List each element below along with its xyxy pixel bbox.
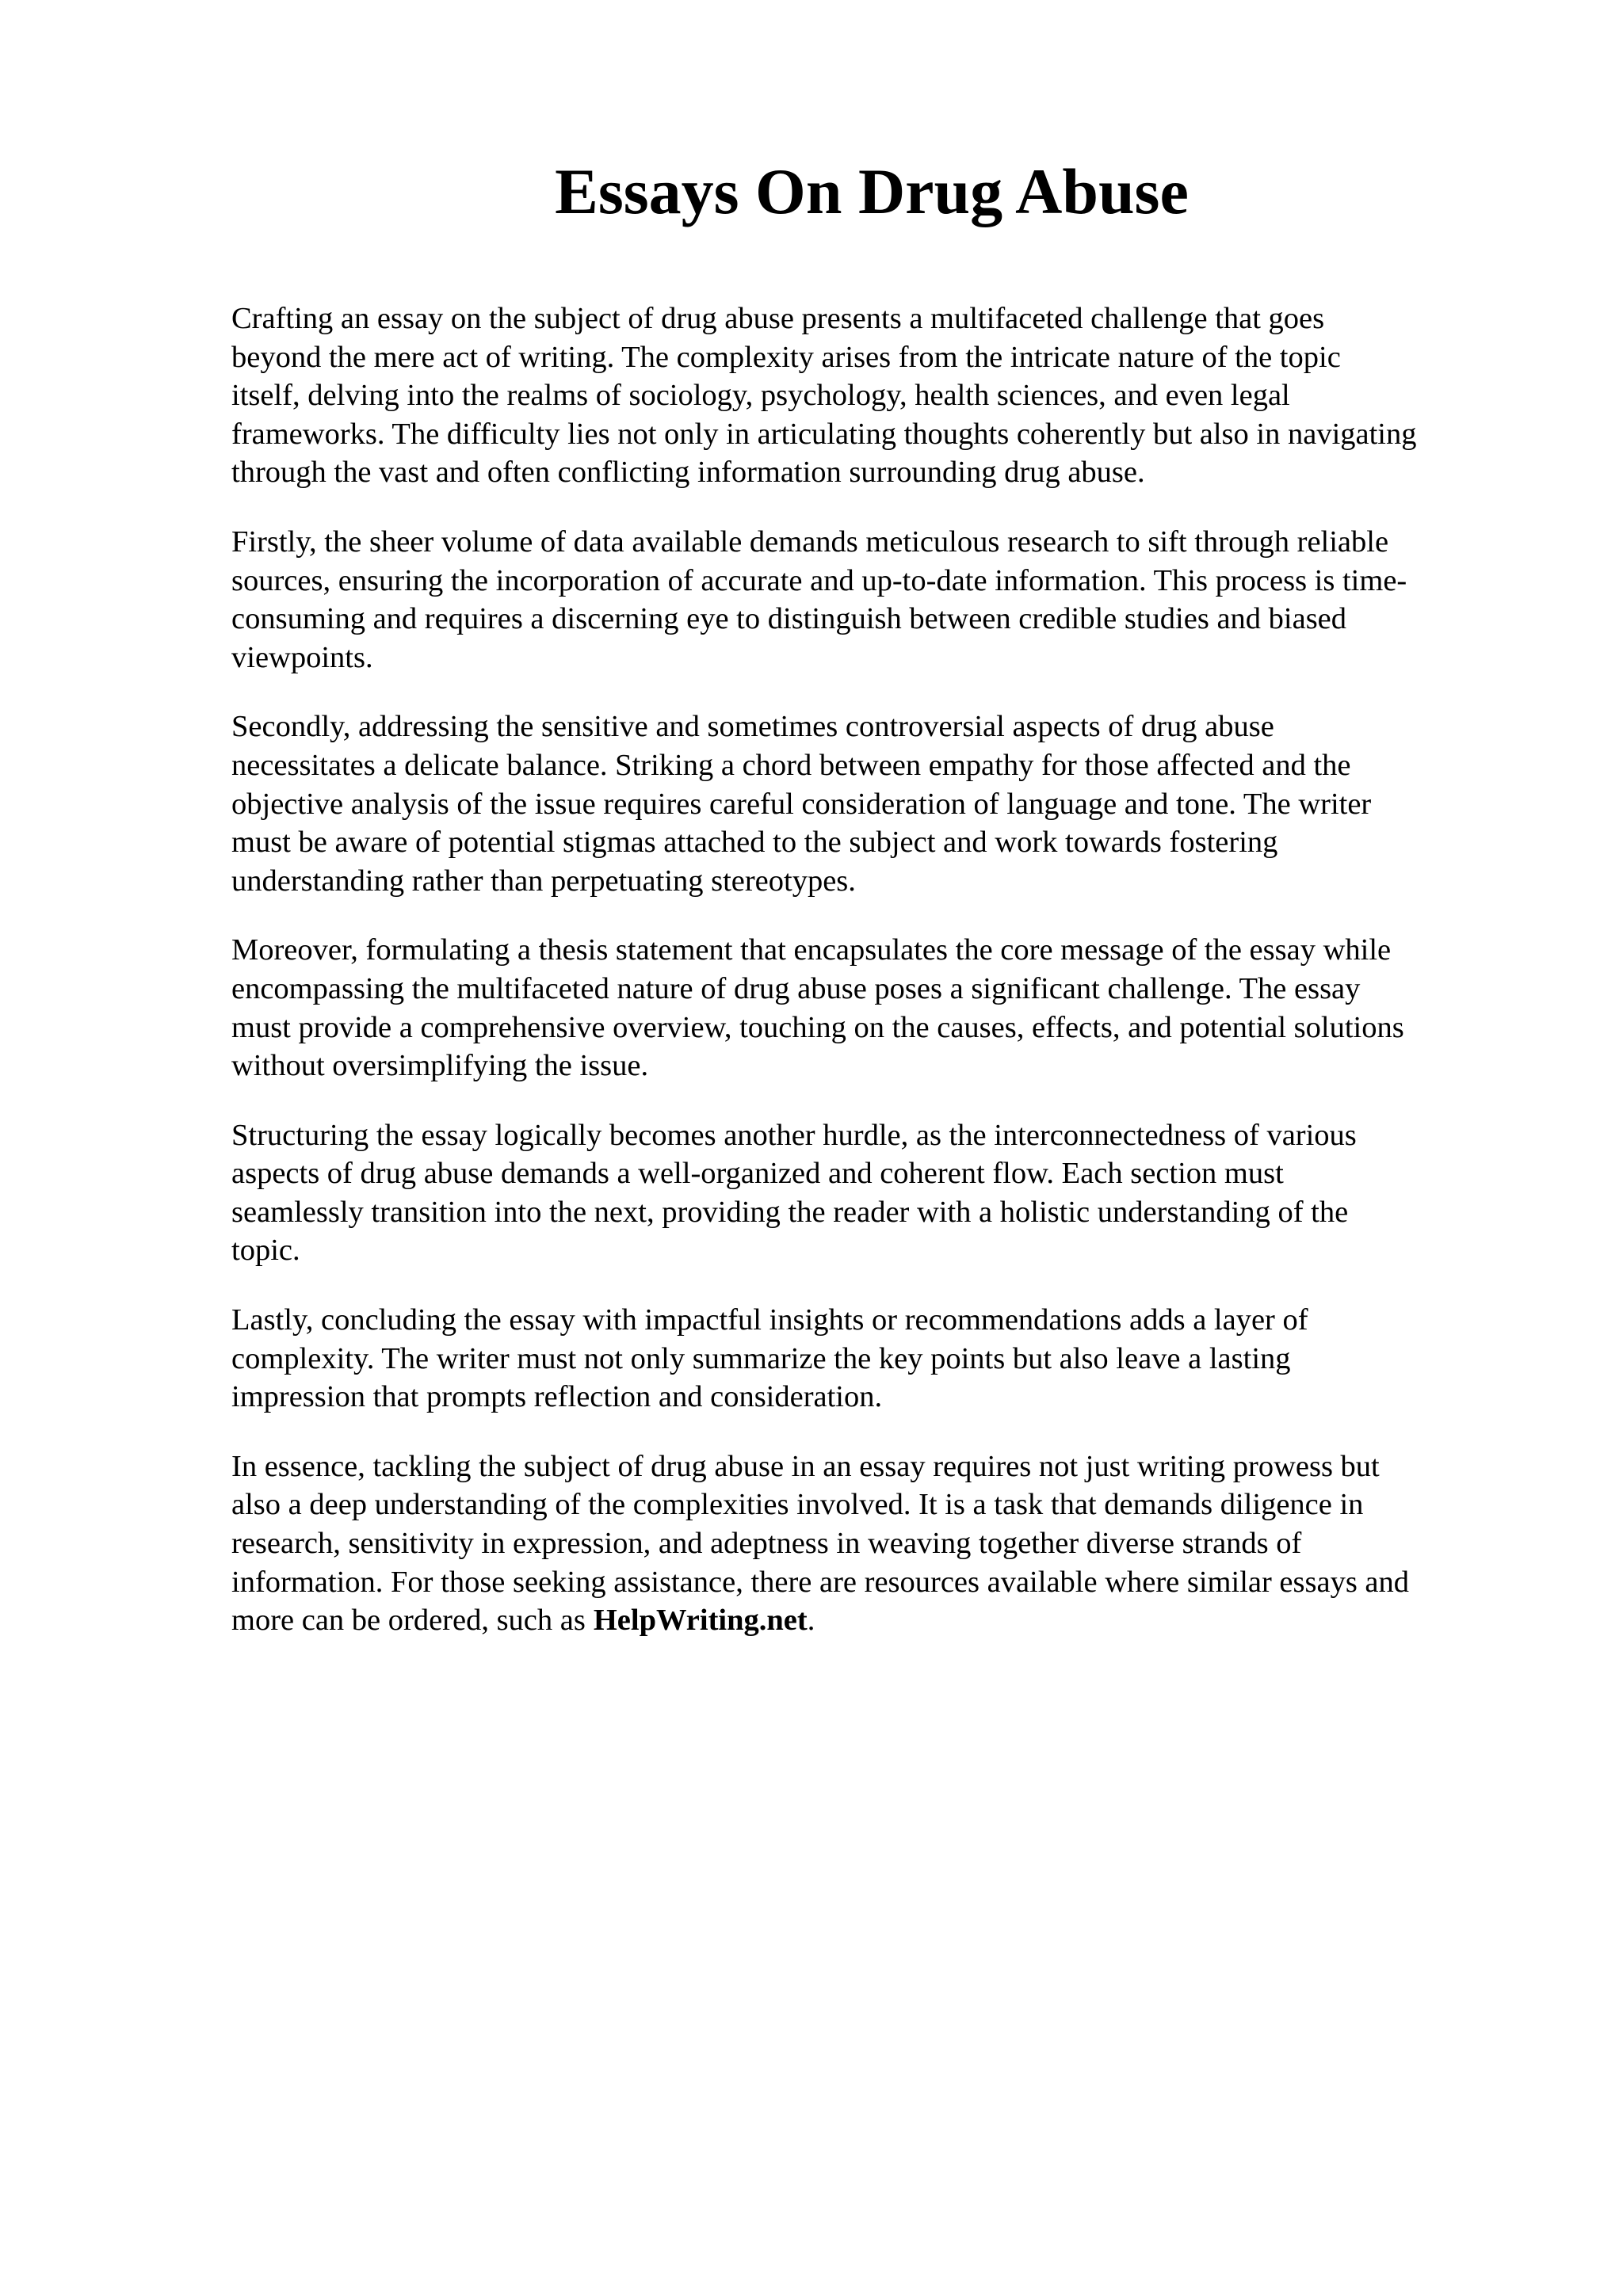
paragraph-3 xyxy=(231,707,1515,900)
text-line: sources, ensuring the incorporation of accurate and up-to-date information. This process is time- xyxy=(231,563,1407,597)
text-line: itself, delving into the realms of sociology, psychology, health sciences, and even legal xyxy=(231,379,1290,413)
text-line: Lastly, concluding the essay with impactful insights or recommendations adds a layer of xyxy=(231,1303,1308,1337)
paragraph-5 xyxy=(231,1116,1515,1270)
text-line: impression that prompts reflection and consideration. xyxy=(231,1380,883,1414)
text-line: research, sensitivity in expression, and adeptness in weaving together diverse strands of xyxy=(231,1527,1302,1561)
final-line xyxy=(231,1601,1515,1640)
final-punctuation: . xyxy=(807,1604,815,1638)
text-line: information. For those seeking assistance, there are resources available where similar essays and xyxy=(231,1565,1410,1599)
text-line: Moreover, formulating a thesis statement that encapsulates the core message of the essay while xyxy=(231,933,1392,967)
text-line: In essence, tackling the subject of drug abuse in an essay requires not just writing prowess but xyxy=(231,1449,1380,1483)
document-title: Essays On Drug Abuse xyxy=(555,155,1189,227)
text-line: necessitates a delicate balance. Striking a chord between empathy for those affected and the xyxy=(231,748,1351,782)
text-line: must provide a comprehensive overview, touching on the causes, effects, and potential solutions xyxy=(231,1010,1404,1044)
text-line: topic. xyxy=(231,1234,300,1268)
paragraph-4 xyxy=(231,931,1515,1085)
text-line: Crafting an essay on the subject of drug abuse presents a multifaceted challenge that goes xyxy=(231,302,1325,335)
text-line: seamlessly transition into the next, providing the reader with a holistic understanding of the xyxy=(231,1195,1349,1229)
text-line: must be aware of potential stigmas attached to the subject and work towards fostering xyxy=(231,826,1278,860)
paragraph-1 xyxy=(231,299,1515,492)
final-line-text: more can be ordered, such as xyxy=(231,1604,586,1638)
text-line: through the vast and often conflicting information surrounding drug abuse. xyxy=(231,456,1145,490)
text-line: Firstly, the sheer volume of data available demands meticulous research to sift through reliable xyxy=(231,524,1389,559)
text-line: encompassing the multifaceted nature of drug abuse poses a significant challenge. The essay xyxy=(231,971,1361,1005)
text-line: objective analysis of the issue requires careful consideration of language and tone. The writer xyxy=(231,787,1372,821)
text-line: complexity. The writer must not only summarize the key points but also leave a lasting xyxy=(231,1341,1291,1375)
text-line: Secondly, addressing the sensitive and sometimes controversial aspects of drug abuse xyxy=(231,710,1274,744)
text-line: frameworks. The difficulty lies not only in articulating thoughts coherently but also in navigating xyxy=(231,417,1417,451)
essay-body xyxy=(231,299,1515,1671)
text-line: aspects of drug abuse demands a well-organized and coherent flow. Each section must xyxy=(231,1157,1284,1191)
text-line: viewpoints. xyxy=(231,640,373,674)
text-line: Structuring the essay logically becomes another hurdle, as the interconnectedness of various xyxy=(231,1118,1357,1152)
text-line: beyond the mere act of writing. The complexity arises from the intricate nature of the topic xyxy=(231,340,1341,374)
text-line: also a deep understanding of the complexities involved. It is a task that demands diligence in xyxy=(231,1488,1364,1522)
helpwriting-link[interactable]: HelpWriting.net xyxy=(593,1604,808,1638)
paragraph-7 xyxy=(231,1447,1515,1640)
text-line: understanding rather than perpetuating stereotypes. xyxy=(231,864,856,898)
text-line: consuming and requires a discerning eye to distinguish between credible studies and biased xyxy=(231,602,1347,636)
paragraph-2 xyxy=(231,523,1515,677)
text-line: without oversimplifying the issue. xyxy=(231,1049,649,1083)
paragraph-6 xyxy=(231,1301,1515,1417)
